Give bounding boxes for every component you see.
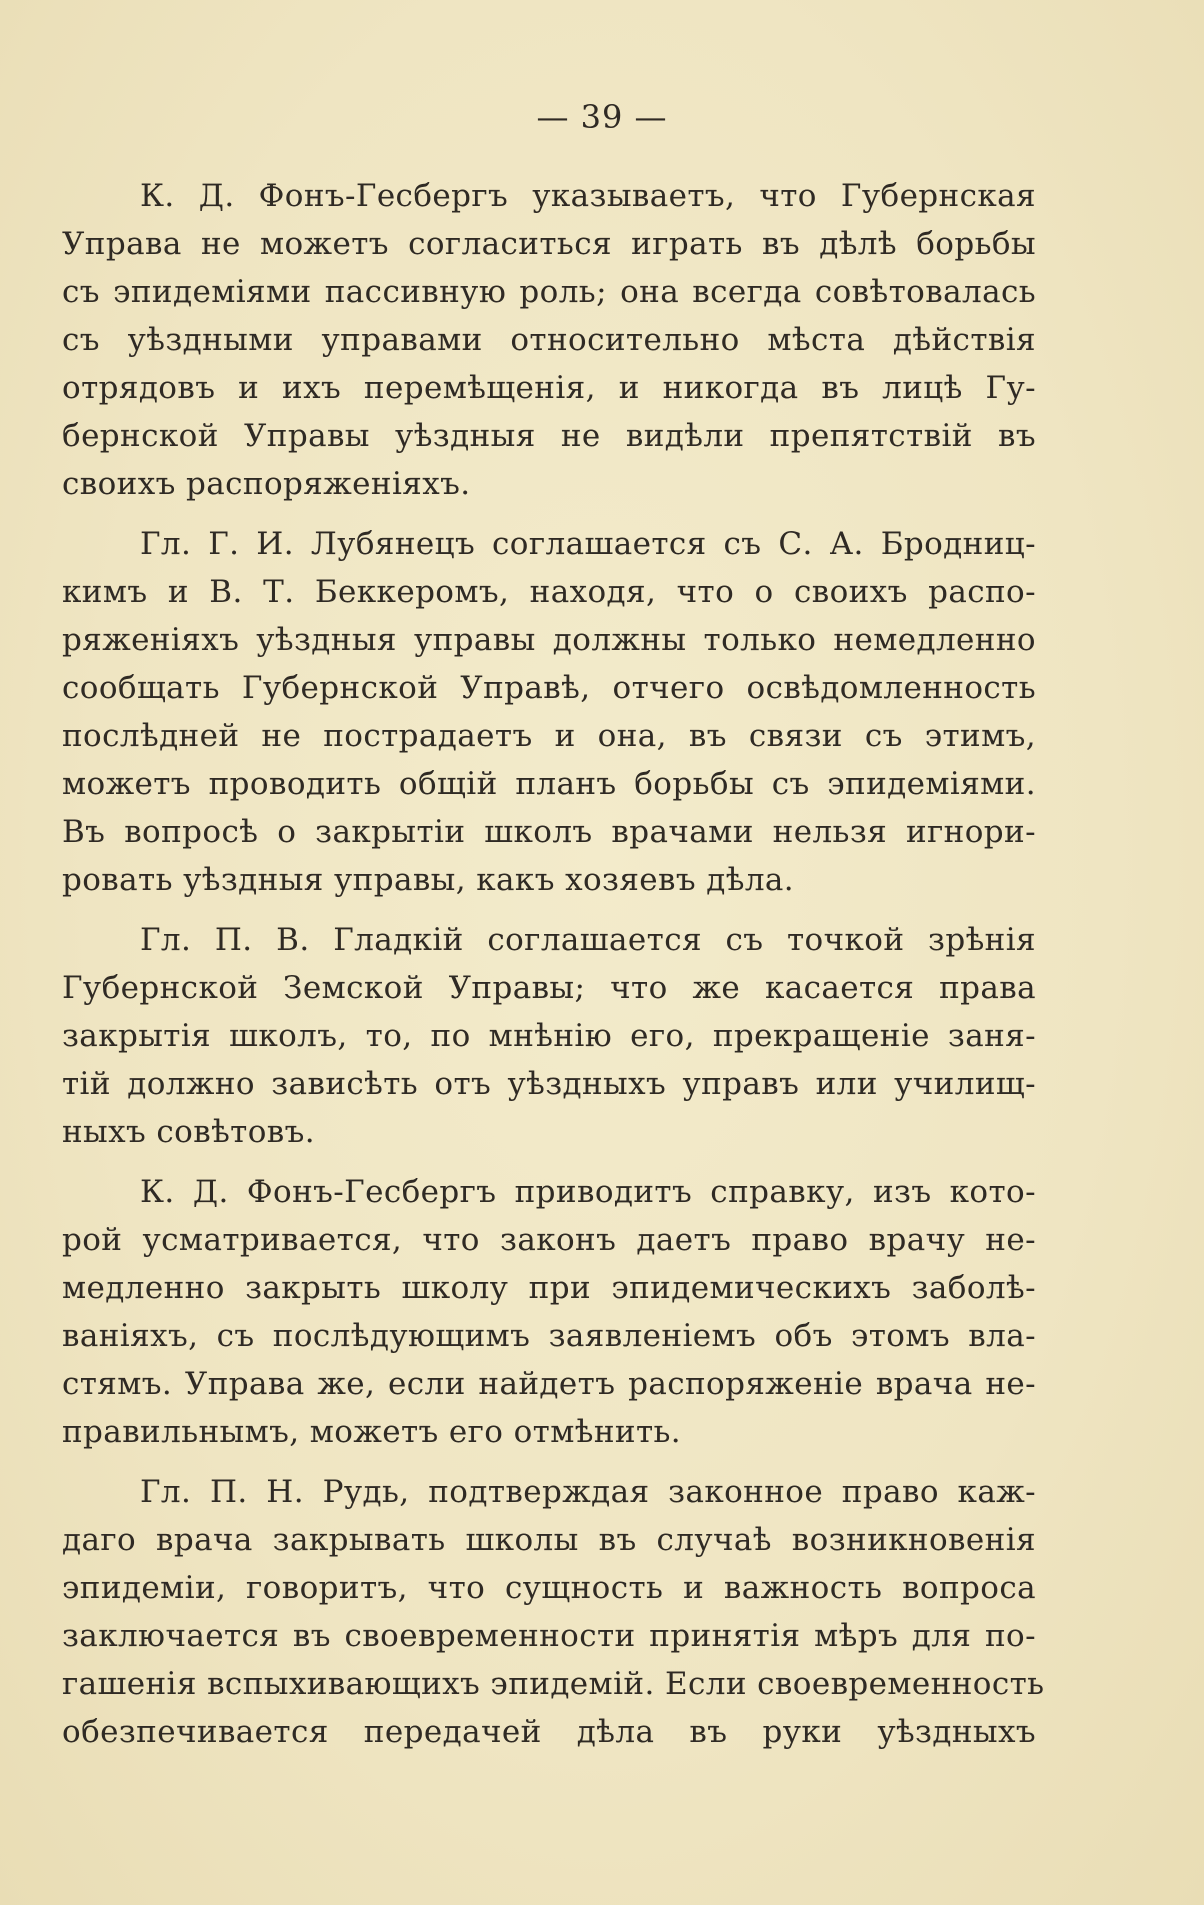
text-line: бернской Управы уѣздныя не видѣли препятствій въ [62, 418, 1036, 454]
text-line: даго врача закрывать школы въ случаѣ возникновенія [62, 1522, 1036, 1558]
text-line: Губернской Земской Управы; что же касается права [62, 970, 1036, 1006]
text-line: послѣдней не пострадаетъ и она, въ связи съ этимъ, [62, 718, 1036, 754]
text-line: съ эпидеміями пассивную роль; она всегда совѣтовалась [62, 274, 1036, 310]
text-line: ровать уѣздныя управы, какъ хозяевъ дѣла. [62, 862, 795, 898]
paragraph-3 [62, 916, 1036, 1156]
text-line: правильнымъ, можетъ его отмѣнить. [62, 1414, 682, 1450]
text-line: эпидеміи, говоритъ, что сущность и важность вопроса [62, 1570, 1036, 1606]
paragraph-1 [62, 172, 1036, 508]
text-line: обезпечивается передачей дѣла въ руки уѣздныхъ [62, 1714, 1036, 1750]
text-line: гашенія вспыхивающихъ эпидемій. Если своевременность [62, 1666, 1045, 1702]
text-line: Гл. П. В. Гладкій соглашается съ точкой зрѣнія [140, 922, 1036, 958]
text-line: Гл. Г. И. Лубянецъ соглашается съ С. А. Бродниц- [140, 526, 1036, 562]
text-line: кимъ и В. Т. Беккеромъ, находя, что о своихъ распо- [62, 574, 1036, 610]
paragraph-5 [62, 1468, 1045, 1756]
text-line: своихъ распоряженіяхъ. [62, 466, 471, 502]
text-line: Гл. П. Н. Рудь, подтверждая законное право каж- [140, 1474, 1036, 1510]
text-line: тій должно зависѣть отъ уѣздныхъ управъ или училищ- [62, 1066, 1036, 1102]
text-line: рой усматривается, что законъ даетъ право врачу не- [62, 1222, 1036, 1258]
page-number: — 39 — [536, 98, 668, 136]
body-text [62, 172, 1045, 1768]
paragraph-4 [62, 1168, 1036, 1456]
text-line: ряженіяхъ уѣздныя управы должны только немедленно [62, 622, 1036, 658]
text-line: К. Д. Фонъ-Гесбергъ указываетъ, что Губернская [140, 178, 1036, 214]
text-line: закрытія школъ, то, по мнѣнію его, прекращеніе заня- [62, 1018, 1036, 1054]
text-line: Управа не можетъ согласиться играть въ дѣлѣ борьбы [62, 226, 1036, 262]
text-line: ваніяхъ, съ послѣдующимъ заявленіемъ объ этомъ вла- [62, 1318, 1036, 1354]
text-line: отрядовъ и ихъ перемѣщенія, и никогда въ лицѣ Гу- [62, 370, 1036, 406]
text-line: медленно закрыть школу при эпидемическихъ заболѣ- [62, 1270, 1036, 1306]
text-line: Въ вопросѣ о закрытіи школъ врачами нельзя игнори- [62, 814, 1036, 850]
text-line: К. Д. Фонъ-Гесбергъ приводитъ справку, изъ кото- [140, 1174, 1036, 1210]
text-line: ныхъ совѣтовъ. [62, 1114, 316, 1150]
text-line: стямъ. Управа же, если найдетъ распоряженіе врача не- [62, 1366, 1036, 1402]
text-line: заключается въ своевременности принятія мѣръ для по- [62, 1618, 1036, 1654]
text-line: можетъ проводить общій планъ борьбы съ эпидеміями. [62, 766, 1036, 802]
text-line: съ уѣздными управами относительно мѣста дѣйствія [62, 322, 1036, 358]
text-line: сообщать Губернской Управѣ, отчего освѣдомленность [62, 670, 1036, 706]
paragraph-2 [62, 520, 1036, 904]
